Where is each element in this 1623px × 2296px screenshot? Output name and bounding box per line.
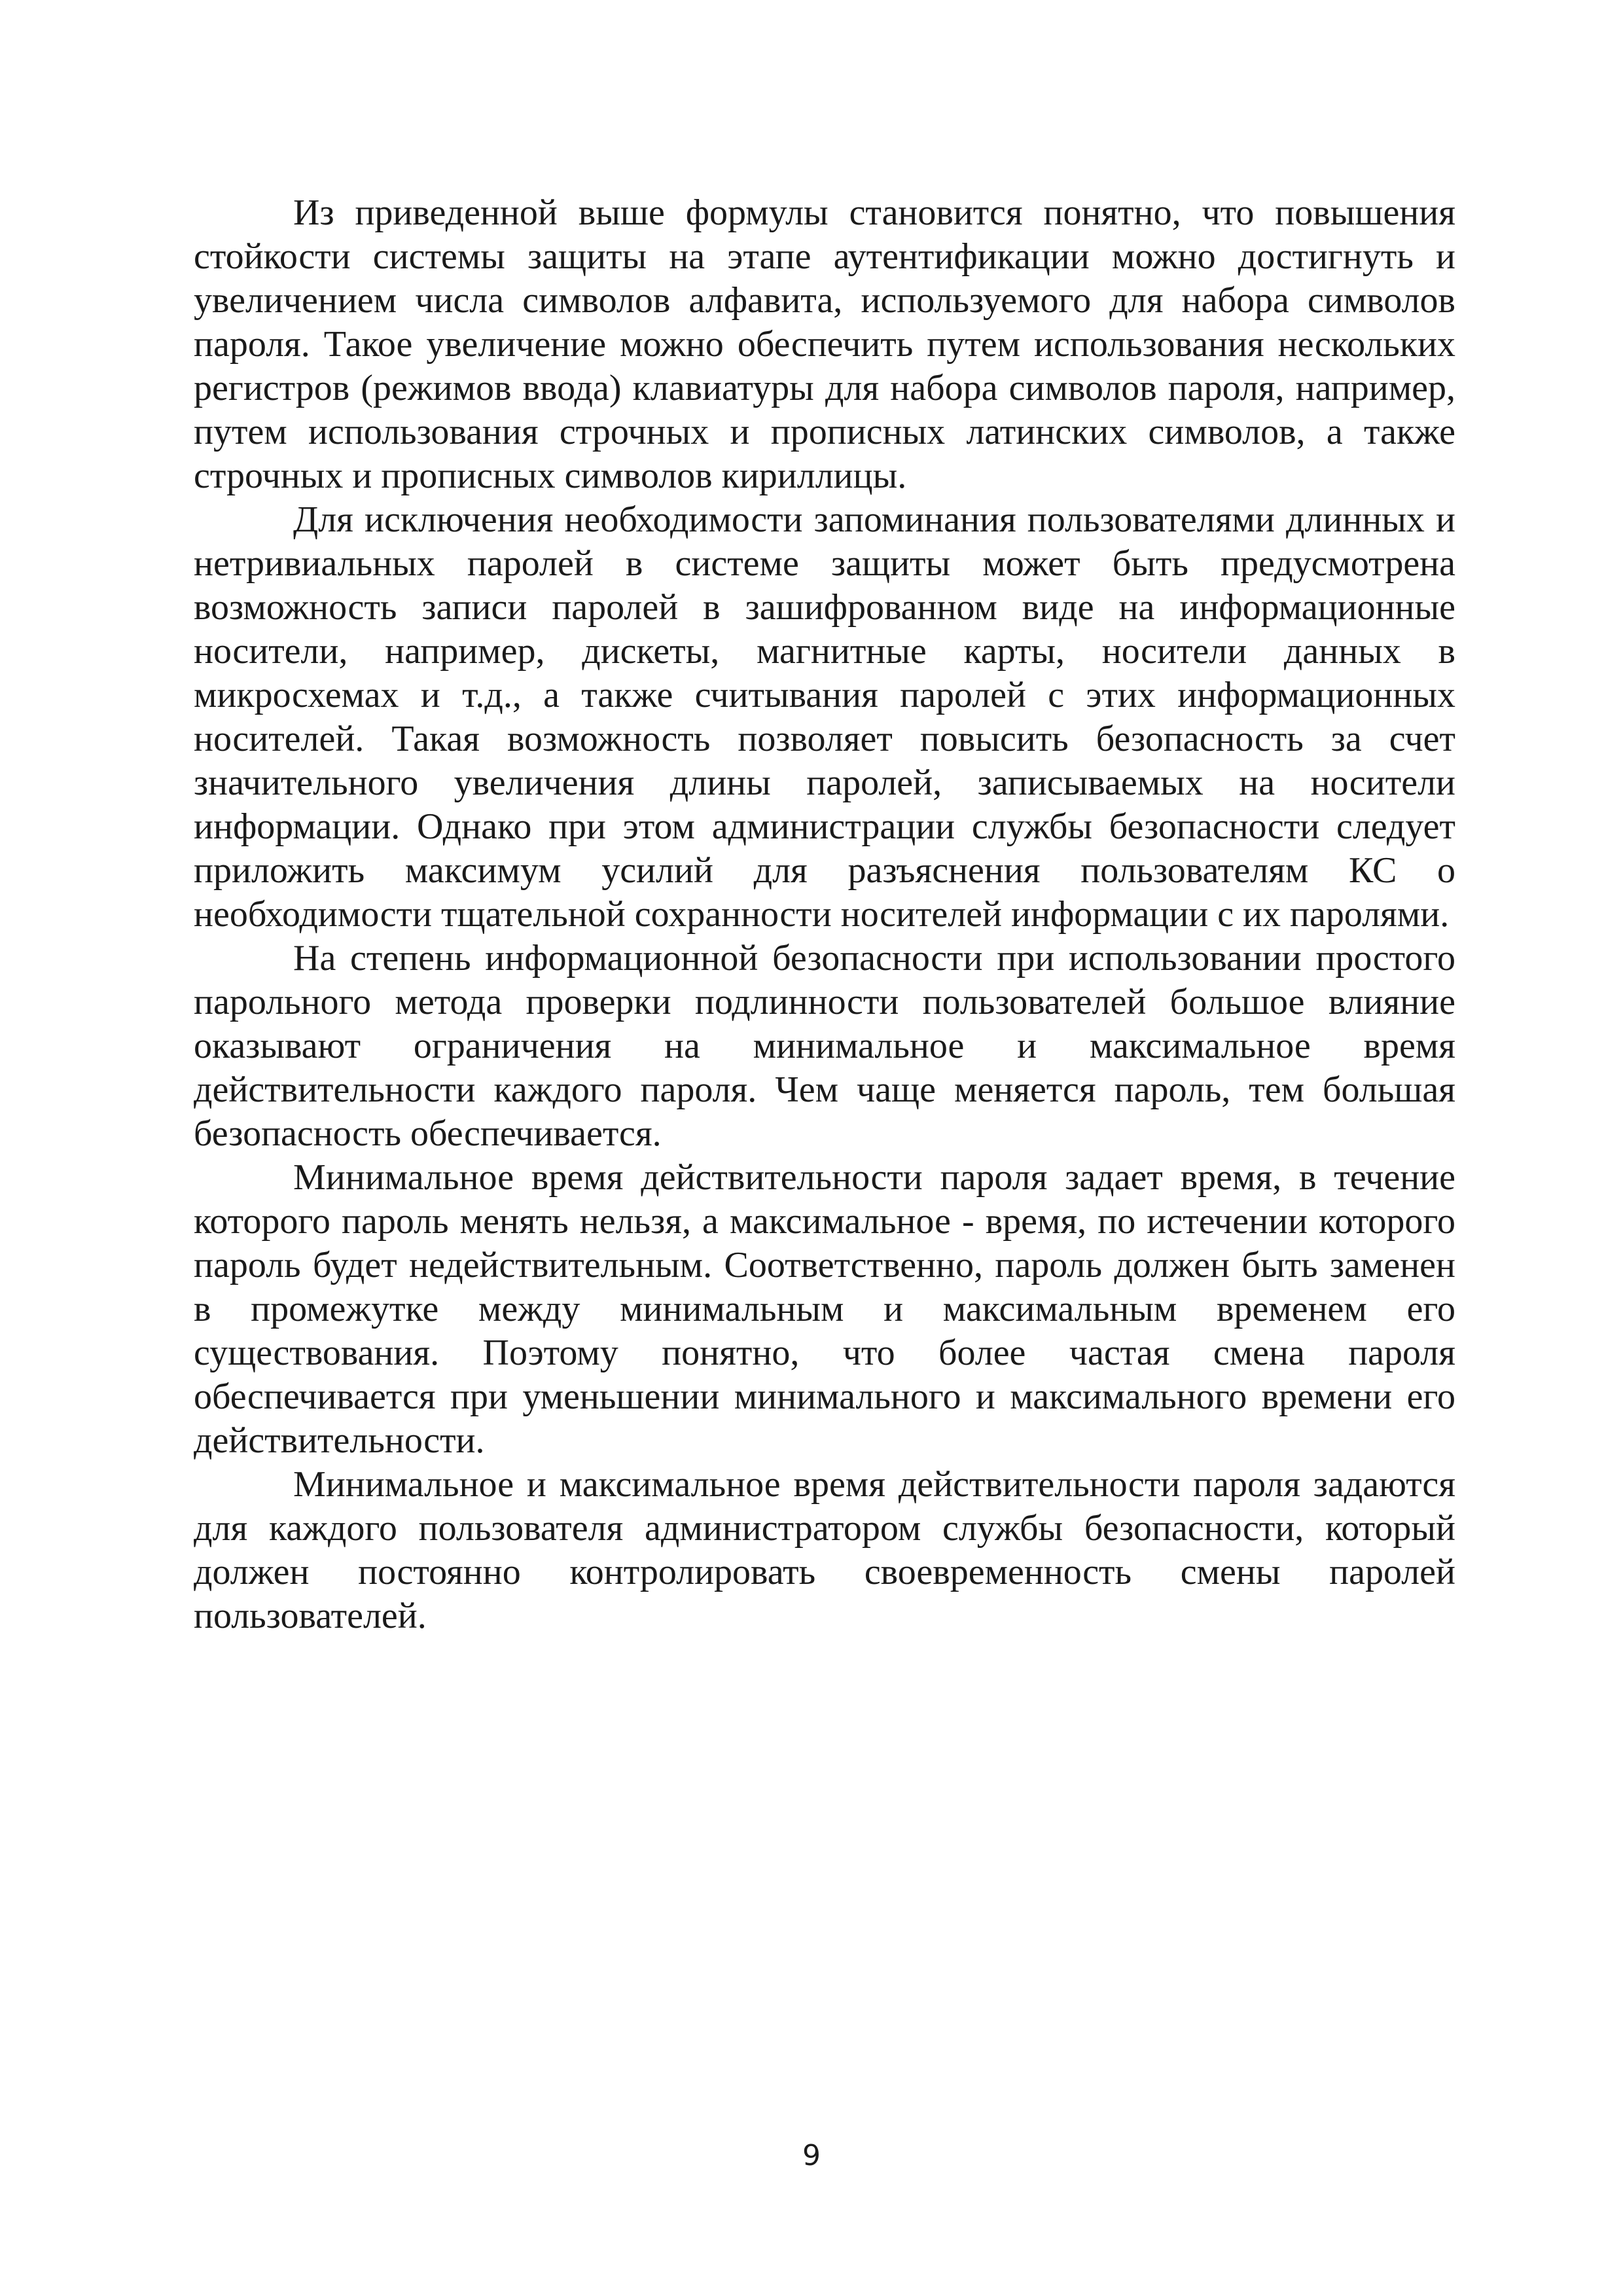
paragraph-minimum-maximum-time: Минимальное время действительности пароля задает время, в течение которого пароль менять нельзя, а максимальное - время, по истечении которого пароль будет недействительным. Соответственно, пароль должен быть заменен в промежутке между минимальным и максимальным временем его существования. Поэтому понятно, что более частая смена пароля обеспечивается при уменьшении минимального и максимального времени его действительности. xyxy=(194,1157,1455,1461)
body-text xyxy=(194,191,1455,1638)
paragraph-administrator-control: Минимальное и максимальное время действительности пароля задаются для каждого пользователя администратором службы безопасности, который должен постоянно контролировать своевременность смены паролей пользователей. xyxy=(194,1464,1455,1636)
paragraph-password-storage-media: Для исключения необходимости запоминания пользователями длинных и нетривиальных паролей в системе защиты может быть предусмотрена возможность записи паролей в зашифрованном виде на информационные носители, например, дискеты, магнитные карты, носители данных в микросхемах и т.д., а также считывания паролей с этих информационных носителей. Такая возможность позволяет повысить безопасность за счет значительного увеличения длины паролей, записываемых на носители информации. Однако при этом администрации службы безопасности следует приложить максимум усилий для разъяснения пользователям КС о необходимости тщательной сохранности носителей информации с их паролями. xyxy=(194,499,1455,935)
page-number: 9 xyxy=(802,2139,821,2172)
paragraph-password-lifetime-influence: На степень информационной безопасности при использовании простого парольного метода проверки подлинности пользователей большое влияние оказывают ограничения на минимальное и максимальное время действительности каждого пароля. Чем чаще меняется пароль, тем большая безопасность обеспечивается. xyxy=(194,938,1455,1154)
paragraph-password-alphabet: Из приведенной выше формулы становится понятно, что повышения стойкости системы защиты на этапе аутентификации можно достигнуть и увеличением числа символов алфавита, используемого для набора символов пароля. Такое увеличение можно обеспечить путем использования нескольких регистров (режимов ввода) клавиатуры для набора символов пароля, например, путем использования строчных и прописных латинских символов, а также строчных и прописных символов кириллицы. xyxy=(194,192,1455,496)
